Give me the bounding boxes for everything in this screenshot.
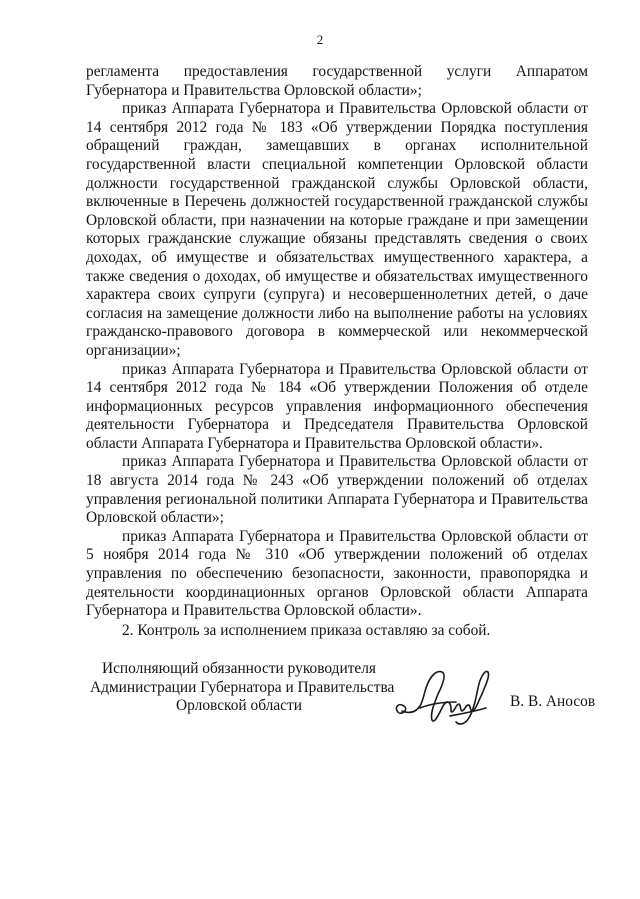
paragraph-item-2-control: 2. Контроль за исполнением приказа оставляю за собой. bbox=[122, 621, 491, 639]
paragraph-order-184: приказ Аппарата Губернатора и Правительства Орловской области от 14 сентября 2012 года № 184 «Об утверждении Положения об отделе информационных ресурсов управления информационного обеспечения деятельности Губернатора и Председателя Правительства Орловской области Аппарата Губернатора и Правительства Орловской области». bbox=[86, 360, 588, 452]
handwritten-signature-icon bbox=[390, 664, 502, 734]
signatory-position-line-2: Администрации Губернатора и Правительства bbox=[90, 678, 395, 696]
signatory-name: В. В. Аносов bbox=[510, 693, 596, 710]
document-body bbox=[86, 63, 588, 640]
signature-block bbox=[0, 660, 640, 730]
signatory-position bbox=[90, 660, 395, 716]
paragraph-order-310: приказ Аппарата Губернатора и Правительства Орловской области от 5 ноября 2014 года № 310 «Об утверждении положений об отделах управления по обеспечению безопасности, законности, правопорядка и деятельности координационных органов Орловской области Аппарата Губернатора и Правительства Орловской области». bbox=[86, 527, 588, 620]
paragraph-continuation: регламента предоставления государственной услуги Аппаратом Губернатора и Правительства Орловской области»; bbox=[86, 63, 588, 99]
page-number: 2 bbox=[316, 32, 324, 47]
paragraph-order-243: приказ Аппарата Губернатора и Правительства Орловской области от 18 августа 2014 года № 243 «Об утверждении положений об отделах управления региональной политики Аппарата Губернатора и Правительства Орловской области»; bbox=[86, 453, 588, 527]
signatory-position-line-1: Исполняющий обязанности руководителя bbox=[101, 660, 377, 677]
signatory-position-line-3: Орловской области bbox=[176, 697, 302, 715]
paragraph-order-183: приказ Аппарата Губернатора и Правительства Орловской области от 14 сентября 2012 года № 183 «Об утверждении Порядка поступления обращений граждан, замещавших в органах исполнительной государственной власти специальной компетенции Орловской области должности государственной гражданской службы Орловской области, включенные в Перечень должностей государственной гражданской службы Орловской области, при назначении на которые граждане и при замещении которых гражданские служащие обязаны представлять сведения о своих доходах, об имуществе и обязательствах имущественного характера, а также сведения о доходах, об имуществе и обязательствах имущественного характера своих супруги (супруга) и несовершеннолетних детей, о даче согласия на замещение должности либо на выполнение работы на условиях гражданско-правового договора в коммерческой или некоммерческой организации»; bbox=[86, 100, 588, 359]
